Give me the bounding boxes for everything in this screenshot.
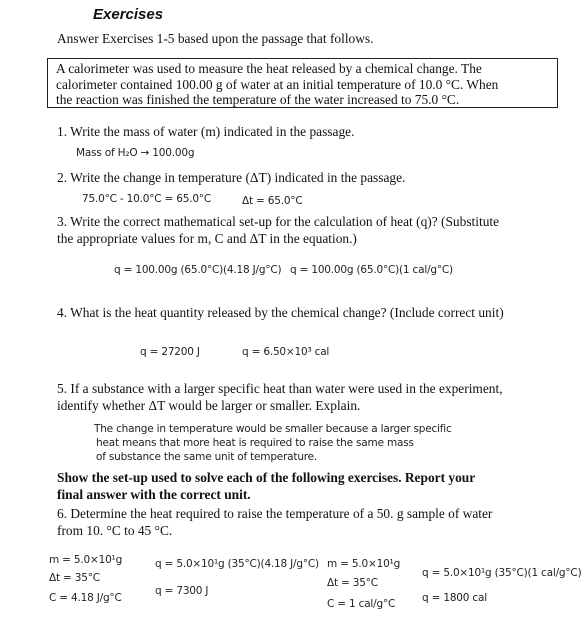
q6-work-right: m = 5.0×10¹g (327, 558, 401, 570)
question-5-line1: 5. If a substance with a larger specific heat than water were used in the experiment, (57, 381, 503, 396)
instructions-line1: Show the set-up used to solve each of the following exercises. Report your (57, 470, 476, 485)
question-3-line1: 3. Write the correct mathematical set-up for the calculation of heat (q)? (Substitute (57, 214, 500, 229)
answer-4b: q = 6.50×10³ cal (242, 346, 330, 358)
page-title: Exercises (93, 6, 164, 23)
question-1: 1. Write the mass of water (m) indicated in the passage. (57, 124, 355, 139)
answer-2a: 75.0°C - 10.0°C = 65.0°C (82, 193, 212, 205)
question-6-line1: 6. Determine the heat required to raise the temperature of a 50. g sample of water (57, 506, 493, 521)
q6-result-right: q = 1800 cal (422, 592, 487, 604)
q6-work-left: Δt = 35°C (49, 572, 100, 584)
q6-work-left: m = 5.0×10¹g (49, 554, 123, 566)
question-4: 4. What is the heat quantity released by the chemical change? (Include correct unit) (57, 305, 504, 320)
passage-box (47, 58, 558, 108)
answer-2b: Δt = 65.0°C (242, 195, 303, 207)
answer-5-line: of substance the same unit of temperature. (96, 451, 318, 463)
passage-line: A calorimeter was used to measure the heat released by a chemical change. The (56, 61, 482, 76)
q6-work-right: C = 1 cal/g°C (327, 598, 396, 610)
passage-line: calorimeter contained 100.00 g of water at an initial temperature of 10.0 °C. When (56, 76, 499, 92)
instructions-line2: final answer with the correct unit. (57, 487, 251, 502)
question-2: 2. Write the change in temperature (ΔT) indicated in the passage. (57, 170, 406, 185)
answer-3a: q = 100.00g (65.0°C)(4.18 J/g°C) (114, 264, 282, 276)
question-3-line2: the appropriate values for m, C and ΔT in the equation.) (57, 231, 357, 246)
q6-result-left: q = 7300 J (155, 585, 209, 597)
answer-5-line: The change in temperature would be smaller because a larger specific (94, 423, 452, 435)
q6-setup-left: q = 5.0×10¹g (35°C)(4.18 J/g°C) (155, 558, 319, 570)
intro-text: Answer Exercises 1-5 based upon the passage that follows. (57, 31, 374, 46)
answer-5-line: heat means that more heat is required to raise the same mass (96, 437, 414, 449)
q6-work-left: C = 4.18 J/g°C (49, 592, 122, 604)
q6-work-right: Δt = 35°C (327, 577, 378, 589)
passage-line: the reaction was finished the temperature of the water increased to 75.0 °C. (56, 92, 460, 107)
answer-3b: q = 100.00g (65.0°C)(1 cal/g°C) (290, 264, 453, 276)
question-6-line2: from 10. °C to 45 °C. (57, 523, 173, 538)
answer-1: Mass of H₂O → 100.00g (76, 147, 195, 159)
answer-4a: q = 27200 J (140, 346, 200, 358)
question-5-line2: identify whether ΔT would be larger or smaller. Explain. (57, 398, 361, 413)
q6-setup-right: q = 5.0×10¹g (35°C)(1 cal/g°C) (422, 567, 582, 579)
